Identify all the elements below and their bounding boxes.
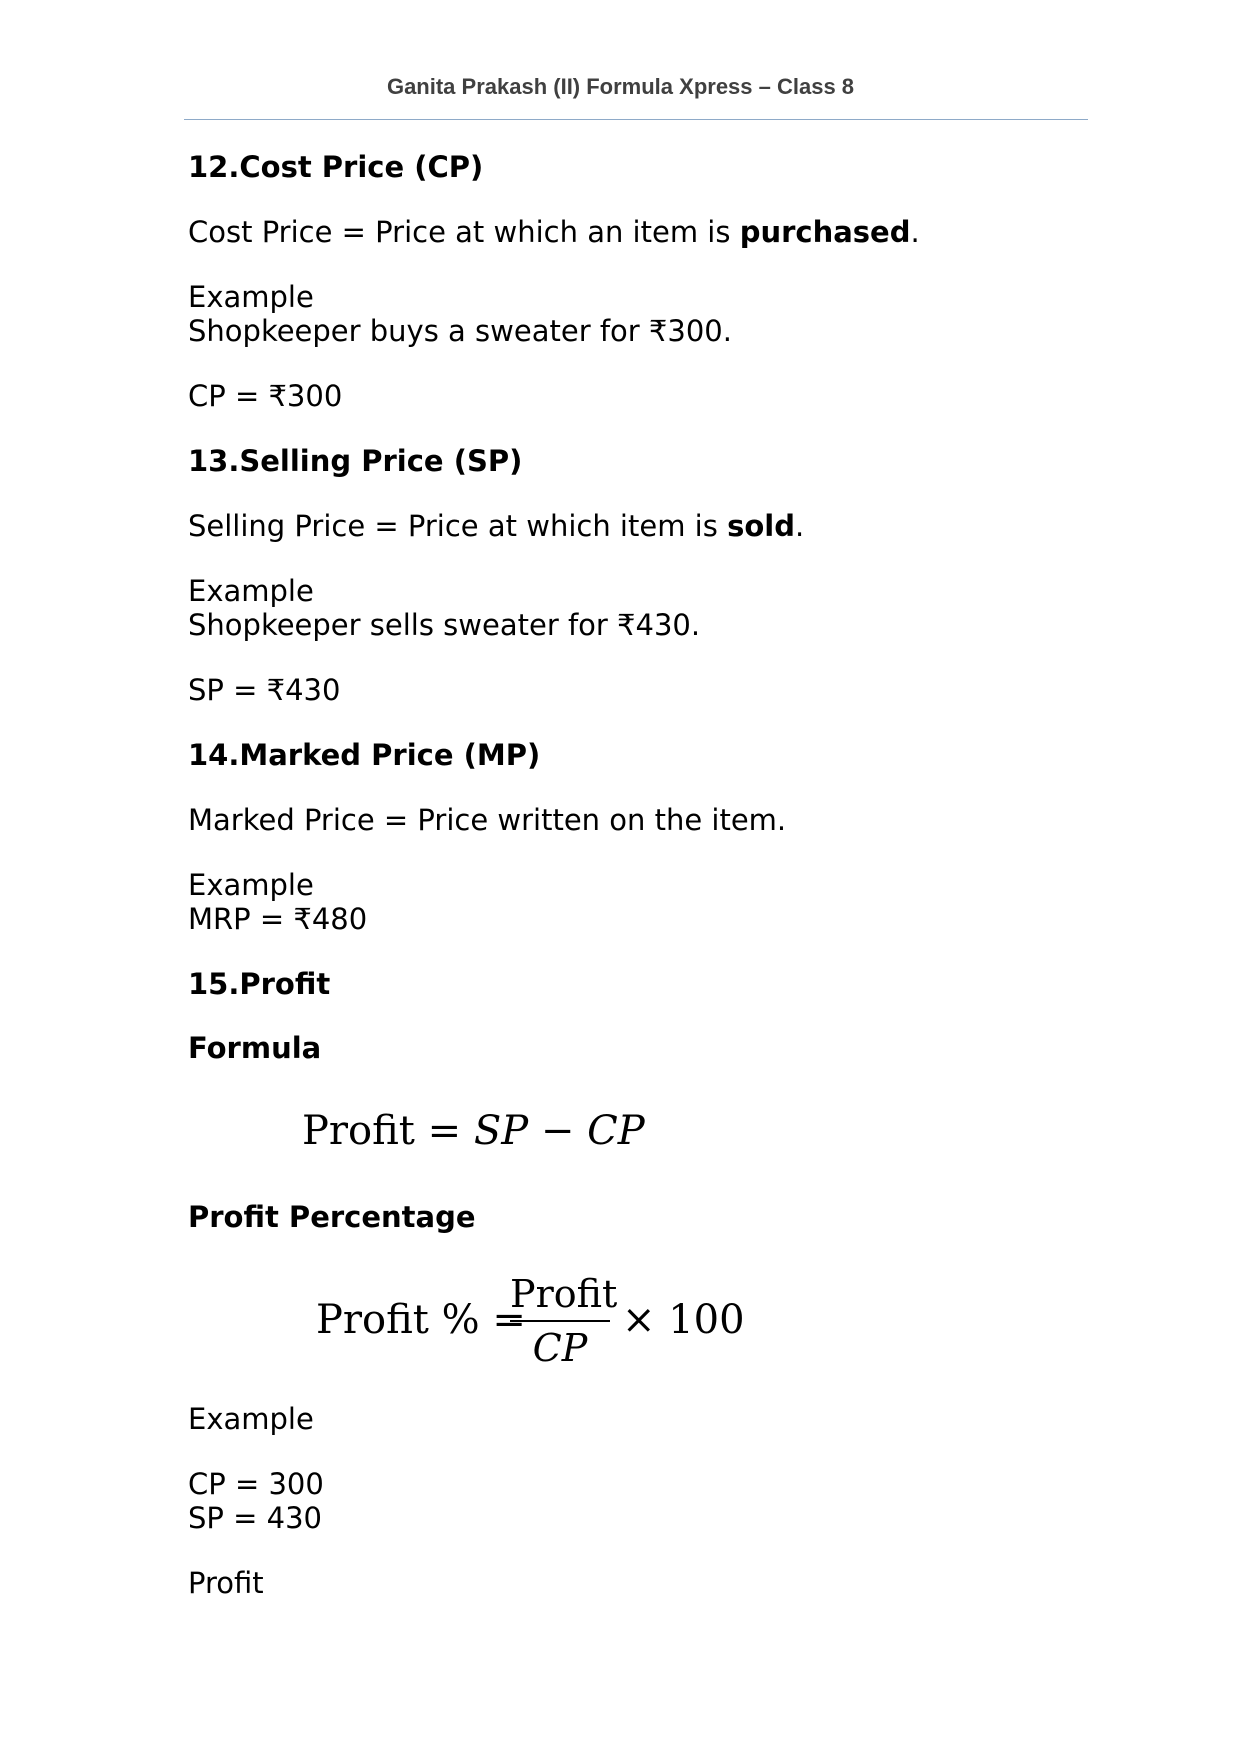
formula-minus: − [540, 1108, 575, 1154]
profit-percentage-label: Profit Percentage [188, 1200, 476, 1234]
section-heading-cost-price: 12.Cost Price (CP) [188, 150, 484, 184]
fraction-numerator: Profit [510, 1272, 618, 1316]
percentage-equals: = [492, 1297, 526, 1343]
profit-example-cp: CP = 300 [188, 1467, 324, 1501]
cost-price-example-label: Example [188, 280, 314, 314]
fraction-denominator: CP [532, 1326, 588, 1370]
section-heading-profit: 15.Profit [188, 967, 331, 1001]
profit-percentage-lhs [316, 1297, 526, 1343]
profit-example-sp: SP = 430 [188, 1501, 322, 1535]
profit-percentage-fraction [510, 1270, 618, 1372]
formula-term-cp: CP [587, 1108, 645, 1154]
formula-term-sp: SP [473, 1108, 529, 1154]
selling-price-definition [188, 509, 804, 543]
selling-price-result: SP = ₹430 [188, 673, 341, 707]
section-heading-selling-price: 13.Selling Price (SP) [188, 444, 523, 478]
formula-equals: = [427, 1108, 462, 1154]
multiplier-value: 100 [668, 1297, 745, 1343]
marked-price-example-label: Example [188, 868, 314, 902]
fraction-bar [510, 1320, 610, 1322]
section-heading-marked-price: 14.Marked Price (MP) [188, 738, 541, 772]
profit-trailing-text: Profit [188, 1566, 264, 1600]
definition-text: Selling Price = Price at which item is [188, 509, 728, 543]
selling-price-example-text: Shopkeeper sells sweater for ₹430. [188, 608, 701, 642]
times-sign: × [622, 1297, 656, 1343]
cost-price-result: CP = ₹300 [188, 379, 343, 413]
cost-price-example-text: Shopkeeper buys a sweater for ₹300. [188, 314, 732, 348]
definition-end: . [794, 509, 805, 543]
page-header-title: Ganita Prakash (II) Formula Xpress – Class 8 [386, 74, 855, 99]
definition-text: Cost Price = Price at which an item is [188, 215, 740, 249]
definition-keyword: sold [727, 509, 795, 543]
formula-label: Formula [188, 1031, 322, 1065]
profit-percentage-multiplier [622, 1297, 745, 1343]
profit-formula [302, 1108, 645, 1154]
cost-price-definition [188, 215, 920, 249]
formula-lhs: Profit [302, 1108, 415, 1154]
percentage-lhs: Profit % [316, 1297, 480, 1343]
profit-example-label: Example [188, 1402, 314, 1436]
definition-end: . [910, 215, 920, 249]
selling-price-example-label: Example [188, 574, 314, 608]
marked-price-definition: Marked Price = Price written on the item. [188, 803, 787, 837]
definition-keyword: purchased [739, 215, 911, 249]
marked-price-example-text: MRP = ₹480 [188, 902, 368, 936]
header-divider [184, 119, 1088, 120]
